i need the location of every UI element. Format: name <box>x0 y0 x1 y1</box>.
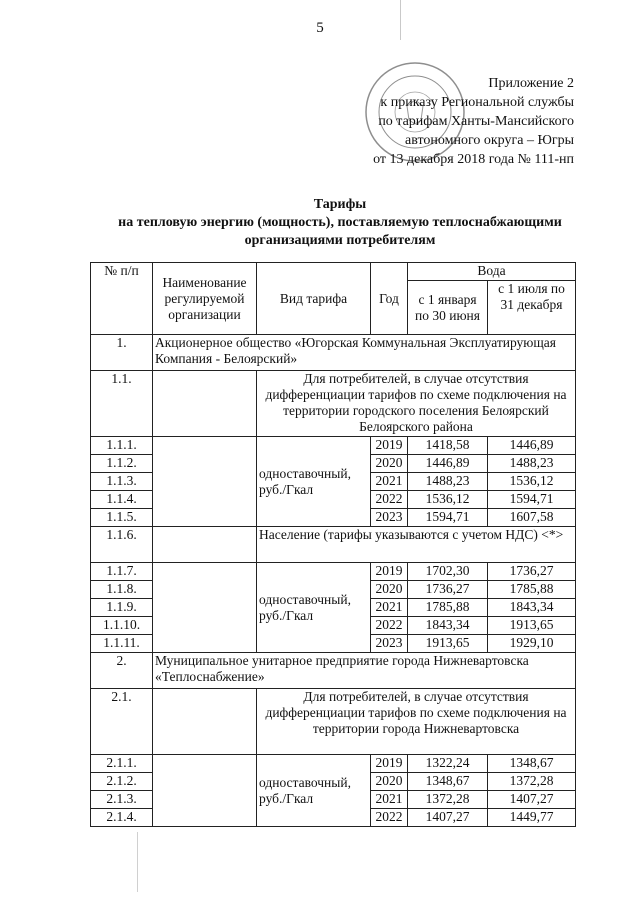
year-cell: 2021 <box>371 473 408 491</box>
row-num: 1.1.3. <box>91 473 153 491</box>
row-num: 2.1.4. <box>91 809 153 827</box>
row-num: 1.1. <box>91 371 153 437</box>
consumer-group: Для потребителей, в случае отсутствия дифференциации тарифов по схеме подключения на территории города Нижневартовска <box>257 689 576 755</box>
table-row <box>91 527 576 563</box>
appendix-line: автономного округа – Югры <box>405 133 574 148</box>
row-num: 1.1.2. <box>91 455 153 473</box>
table-row <box>91 563 576 581</box>
header-water: Вода <box>408 263 576 281</box>
value-cell: 1407,27 <box>408 809 488 827</box>
appendix-line: к приказу Региональной службы <box>380 95 574 110</box>
value-cell: 1488,23 <box>488 455 576 473</box>
row-num: 2.1.2. <box>91 773 153 791</box>
value-cell: 1446,89 <box>488 437 576 455</box>
year-cell: 2023 <box>371 509 408 527</box>
value-cell: 1736,27 <box>488 563 576 581</box>
row-num: 1.1.10. <box>91 617 153 635</box>
value-cell: 1536,12 <box>488 473 576 491</box>
year-cell: 2023 <box>371 635 408 653</box>
header-num: № п/п <box>91 263 153 335</box>
tariff-type: одноставочный, руб./Гкал <box>257 755 371 827</box>
org-name: Акционерное общество «Югорская Коммунальная Эксплуатирующая Компания - Белоярский» <box>153 335 576 371</box>
row-num: 1. <box>91 335 153 371</box>
title-line: Тарифы <box>313 197 367 212</box>
consumer-group: Для потребителей, в случае отсутствия дифференциации тарифов по схеме подключения на территории городского поселения Белоярский Белоярского района <box>257 371 576 437</box>
title-line: организациями потребителям <box>244 233 436 248</box>
document-title <box>60 196 620 250</box>
table-row <box>91 689 576 755</box>
appendix-line: по тарифам Ханты-Мансийского <box>378 114 574 129</box>
row-num: 2.1.1. <box>91 755 153 773</box>
year-cell: 2022 <box>371 809 408 827</box>
value-cell: 1488,23 <box>408 473 488 491</box>
scan-artifact <box>400 0 401 40</box>
scan-artifact <box>137 832 138 892</box>
value-cell: 1843,34 <box>488 599 576 617</box>
value-cell: 1785,88 <box>408 599 488 617</box>
page-number: 5 <box>316 20 324 36</box>
row-num: 1.1.8. <box>91 581 153 599</box>
table-row <box>91 755 576 773</box>
header-type: Вид тарифа <box>257 263 371 335</box>
value-cell: 1843,34 <box>408 617 488 635</box>
row-num: 2. <box>91 653 153 689</box>
value-cell: 1322,24 <box>408 755 488 773</box>
year-cell: 2020 <box>371 773 408 791</box>
value-cell: 1785,88 <box>488 581 576 599</box>
appendix-note <box>284 74 574 169</box>
header-year: Год <box>371 263 408 335</box>
year-cell: 2019 <box>371 563 408 581</box>
value-cell: 1702,30 <box>408 563 488 581</box>
row-num: 1.1.6. <box>91 527 153 563</box>
value-cell: 1407,27 <box>488 791 576 809</box>
row-num: 1.1.1. <box>91 437 153 455</box>
value-cell: 1594,71 <box>408 509 488 527</box>
value-cell: 1607,58 <box>488 509 576 527</box>
value-cell: 1372,28 <box>408 791 488 809</box>
header-period-2: с 1 июля по 31 декабря <box>488 281 576 335</box>
table-row <box>91 437 576 455</box>
value-cell: 1536,12 <box>408 491 488 509</box>
value-cell: 1929,10 <box>488 635 576 653</box>
header-period-1: с 1 января по 30 июня <box>408 281 488 335</box>
appendix-line: от 13 декабря 2018 года № 111-нп <box>373 152 574 167</box>
table-row <box>91 653 576 689</box>
value-cell: 1348,67 <box>408 773 488 791</box>
year-cell: 2022 <box>371 491 408 509</box>
value-cell: 1446,89 <box>408 455 488 473</box>
tariff-type: одноставочный, руб./Гкал <box>257 437 371 527</box>
row-num: 2.1. <box>91 689 153 755</box>
row-num: 1.1.4. <box>91 491 153 509</box>
value-cell: 1913,65 <box>408 635 488 653</box>
tariffs-table <box>90 262 576 827</box>
value-cell: 1348,67 <box>488 755 576 773</box>
year-cell: 2022 <box>371 617 408 635</box>
year-cell: 2019 <box>371 755 408 773</box>
value-cell: 1594,71 <box>488 491 576 509</box>
appendix-line: Приложение 2 <box>488 76 574 91</box>
value-cell: 1736,27 <box>408 581 488 599</box>
year-cell: 2021 <box>371 599 408 617</box>
value-cell: 1449,77 <box>488 809 576 827</box>
year-cell: 2021 <box>371 791 408 809</box>
year-cell: 2020 <box>371 581 408 599</box>
row-num: 1.1.7. <box>91 563 153 581</box>
year-cell: 2020 <box>371 455 408 473</box>
value-cell: 1913,65 <box>488 617 576 635</box>
table-row <box>91 335 576 371</box>
table-row <box>91 371 576 437</box>
consumer-group: Население (тарифы указываются с учетом НДС) <*> <box>257 527 576 563</box>
value-cell: 1372,28 <box>488 773 576 791</box>
year-cell: 2019 <box>371 437 408 455</box>
title-line: на тепловую энергию (мощность), поставляемую теплоснабжающими <box>118 215 562 230</box>
org-name: Муниципальное унитарное предприятие города Нижневартовска «Теплоснабжение» <box>153 653 576 689</box>
row-num: 1.1.9. <box>91 599 153 617</box>
header-org: Наименование регулируемой организации <box>153 263 257 335</box>
row-num: 2.1.3. <box>91 791 153 809</box>
value-cell: 1418,58 <box>408 437 488 455</box>
tariff-type: одноставочный, руб./Гкал <box>257 563 371 653</box>
row-num: 1.1.11. <box>91 635 153 653</box>
row-num: 1.1.5. <box>91 509 153 527</box>
